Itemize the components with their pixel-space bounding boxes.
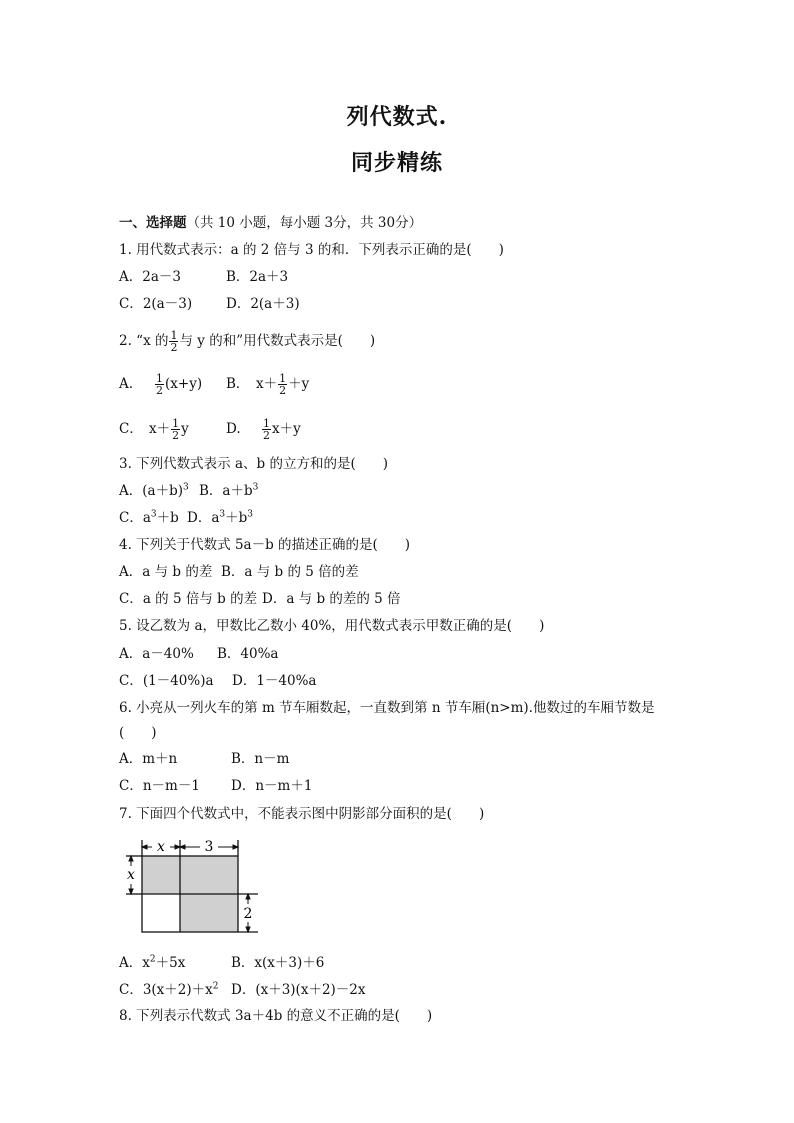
q8-stem: 8. 下列表示代数式 3a＋4b 的意义不正确的是( ) xyxy=(119,1008,433,1024)
q1-option-c: C．2(a－3) xyxy=(119,296,193,312)
shaded-rect-bottom xyxy=(180,894,238,932)
q6-stem: 6. 小亮从一列火车的第 m 节车厢数起，一直数到第 n 节车厢(n>m).他数过的车厢节数是 xyxy=(119,700,655,716)
q5-option-a: A．a－40% xyxy=(119,646,194,662)
q3-options-row2 xyxy=(119,509,253,527)
q2-stem-pre: 2. “x 的 xyxy=(119,333,169,349)
q3-options-row1 xyxy=(119,482,258,500)
shaded-square xyxy=(142,856,180,894)
q5-option-b: B．40%a xyxy=(217,646,279,662)
q4-option-b: B．a 与 b 的 5 倍的差 xyxy=(221,564,359,580)
q7-options-row2 xyxy=(119,981,366,999)
section-note: （共 10 小题，每小题 3分，共 30分） xyxy=(186,215,423,231)
q2-options-row1 xyxy=(119,373,309,396)
q6-option-a: A．m＋n xyxy=(119,751,178,767)
q4-stem: 4. 下列关于代数式 5a－b 的描述正确的是( ) xyxy=(119,537,411,553)
q2-option-a: $\frac{1}{2}$ (x+y) xyxy=(156,372,203,397)
q2-options-row2 xyxy=(119,418,301,441)
page-title: 列代数式. xyxy=(346,104,448,130)
q7-option-c: C．$3(x+2)+x^2$ xyxy=(119,981,219,998)
shaded-rect-top xyxy=(180,856,238,894)
q1-options-row1 xyxy=(119,268,288,286)
q6-option-b: B．n－m xyxy=(231,751,290,767)
q6-options-row2 xyxy=(119,777,312,795)
q5-options-row2 xyxy=(119,672,316,690)
q2-option-b: x＋ $\frac{1}{2}$ ＋y xyxy=(256,372,310,397)
q5-option-d: D．1－40%a xyxy=(232,673,317,689)
label-3: 3 xyxy=(204,839,214,855)
q2-option-c-label: C． xyxy=(119,421,143,437)
label-x-top: x xyxy=(157,839,165,855)
section-label: 一、选择题 xyxy=(119,215,187,231)
q3-option-d: D．$a^3+b^3$ xyxy=(187,509,253,526)
q7-option-d: D．(x＋3)(x＋2)－2x xyxy=(231,982,366,998)
q4-options-row2 xyxy=(119,590,401,608)
q4-option-c: C．a 的 5 倍与 b 的差 xyxy=(119,591,258,607)
section-heading xyxy=(119,214,422,232)
q4-option-a: A．a 与 b 的差 xyxy=(119,564,213,580)
q2-stem-post: 与 y 的和”用代数式表示是( ) xyxy=(179,333,376,349)
label-2: 2 xyxy=(243,906,253,922)
q1-options-row2 xyxy=(119,295,300,313)
q1-stem: 1. 用代数式表示：a 的 2 倍与 3 的和．下列表示正确的是( ) xyxy=(119,242,504,258)
q1-option-d: D．2(a＋3) xyxy=(226,296,300,312)
label-x-left: x xyxy=(127,867,135,883)
q3-option-a: A．$(a+b)^3$ xyxy=(119,482,189,499)
q7-options-row1 xyxy=(119,954,324,972)
q2-option-c: x＋ $\frac{1}{2}$ y xyxy=(149,417,189,442)
q2-stem-fraction: $\frac{1}{2}$ xyxy=(170,329,178,354)
q2-option-a-label: A. xyxy=(119,376,134,392)
q6-paren: ( ) xyxy=(119,725,157,741)
q2-option-d: $\frac{1}{2}$ x＋y xyxy=(263,417,301,442)
q3-option-b: B．$a+b^3$ xyxy=(199,482,259,499)
q4-option-d: D．a 与 b 的差的 5 倍 xyxy=(262,591,401,607)
page-subtitle: 同步精练 xyxy=(350,150,443,176)
q5-option-c: C．(1－40%)a xyxy=(119,673,214,689)
q1-option-a: A．2a－3 xyxy=(119,269,181,285)
q5-options-row1 xyxy=(119,645,278,663)
q7-stem: 7. 下面四个代数式中，不能表示图中阴影部分面积的是( ) xyxy=(119,806,485,822)
q1-option-b: B．2a＋3 xyxy=(226,269,289,285)
q4-options-row1 xyxy=(119,563,359,581)
q5-stem: 5. 设乙数为 a，甲数比乙数小 40%，用代数式表示甲数正确的是( ) xyxy=(119,618,545,634)
q6-option-d: D．n－m＋1 xyxy=(231,778,313,794)
q2-option-d-label: D. xyxy=(226,421,241,437)
q2-stem xyxy=(119,330,375,353)
q7-figure xyxy=(122,836,262,938)
q6-options-row1 xyxy=(119,750,289,768)
q7-option-a: A．$x^2+5x$ xyxy=(119,954,186,971)
q2-option-b-label: B． xyxy=(226,376,250,392)
q7-option-b: B．x(x＋3)＋6 xyxy=(231,955,325,971)
q3-stem: 3. 下列代数式表示 a、b 的立方和的是( ) xyxy=(119,456,388,472)
q6-option-c: C．n－m－1 xyxy=(119,778,200,794)
q3-option-c: C．$a^3+b$ xyxy=(119,509,179,526)
